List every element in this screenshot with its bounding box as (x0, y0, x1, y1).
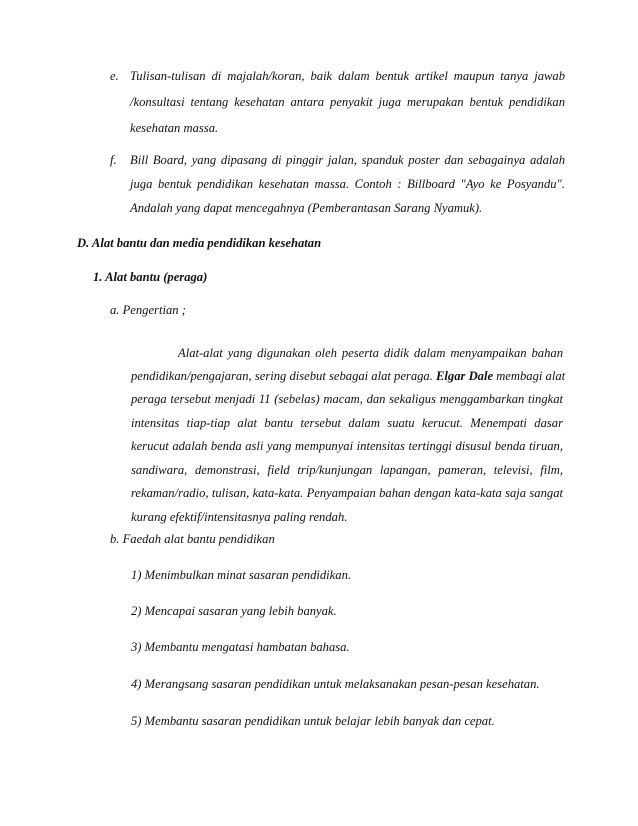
benefit-item: 5) Membantu sasaran pendidikan untuk belajar lebih banyak dan cepat. (131, 714, 495, 728)
list-item-line: kesehatan massa. (130, 121, 219, 135)
list-marker: e. (110, 69, 119, 83)
subheading-a: a. Pengertian ; (110, 303, 186, 317)
paragraph-line: sandiwara, demonstrasi, field trip/kunjungan lapangan, pameran, televisi, film, (131, 463, 563, 477)
paragraph-line: kerucut adalah benda asli yang mempunyai intensitas tertinggi disusul benda tiruan, (131, 439, 563, 453)
list-item-line: juga bentuk pendidikan kesehatan massa. Contoh : Billboard "Ayo ke Posyandu". (130, 177, 565, 191)
benefit-item: 4) Merangsang sasaran pendidikan untuk melaksanakan pesan-pesan kesehatan. (131, 677, 540, 691)
list-item-line: Tulisan-tulisan di majalah/koran, baik dalam bentuk artikel maupun tanya jawab (130, 69, 565, 83)
paragraph-line (131, 369, 566, 384)
benefit-item: 2) Mencapai sasaran yang lebih banyak. (131, 604, 337, 618)
list-marker: f. (110, 153, 117, 167)
author-name: Elgar Dale (436, 369, 494, 383)
list-item-line: Andalah yang dapat mencegahnya (Pemberantasan Sarang Nyamuk). (130, 201, 483, 215)
list-item-line: /konsultasi tentang kesehatan antara penyakit juga merupakan bentuk pendidikan (130, 95, 565, 109)
benefit-item: 1) Menimbulkan minat sasaran pendidikan. (131, 568, 352, 582)
text-run: pendidikan/pengajaran, sering disebut sebagai alat peraga. (131, 369, 437, 383)
list-item-line: Bill Board, yang dipasang di pinggir jalan, spanduk poster dan sebagainya adalah (130, 153, 565, 167)
paragraph-definition (131, 346, 566, 524)
subsection-heading: 1. Alat bantu (peraga) (93, 270, 208, 284)
paragraph-line: Alat-alat yang digunakan oleh peserta didik dalam menyampaikan bahan (178, 346, 563, 360)
subheading-b: b. Faedah alat bantu pendidikan (110, 532, 275, 546)
paragraph-line: kurang efektif/intensitasnya paling rendah. (131, 510, 348, 524)
paragraph-line: peraga tersebut menjadi 11 (sebelas) macam, dan sekaligus menggambarkan tingkat (131, 392, 563, 406)
paragraph-line: rekaman/radio, tulisan, kata-kata. Penyampaian bahan dengan kata-kata saja sangat (131, 486, 563, 500)
section-heading: D. Alat bantu dan media pendidikan kesehatan (77, 236, 322, 250)
paragraph-line: intensitas tiap-tiap alat bantu tersebut dalam suatu kerucut. Menempati dasar (131, 416, 563, 430)
text-run: membagi alat (493, 369, 566, 383)
benefit-item: 3) Membantu mengatasi hambatan bahasa. (131, 640, 350, 654)
